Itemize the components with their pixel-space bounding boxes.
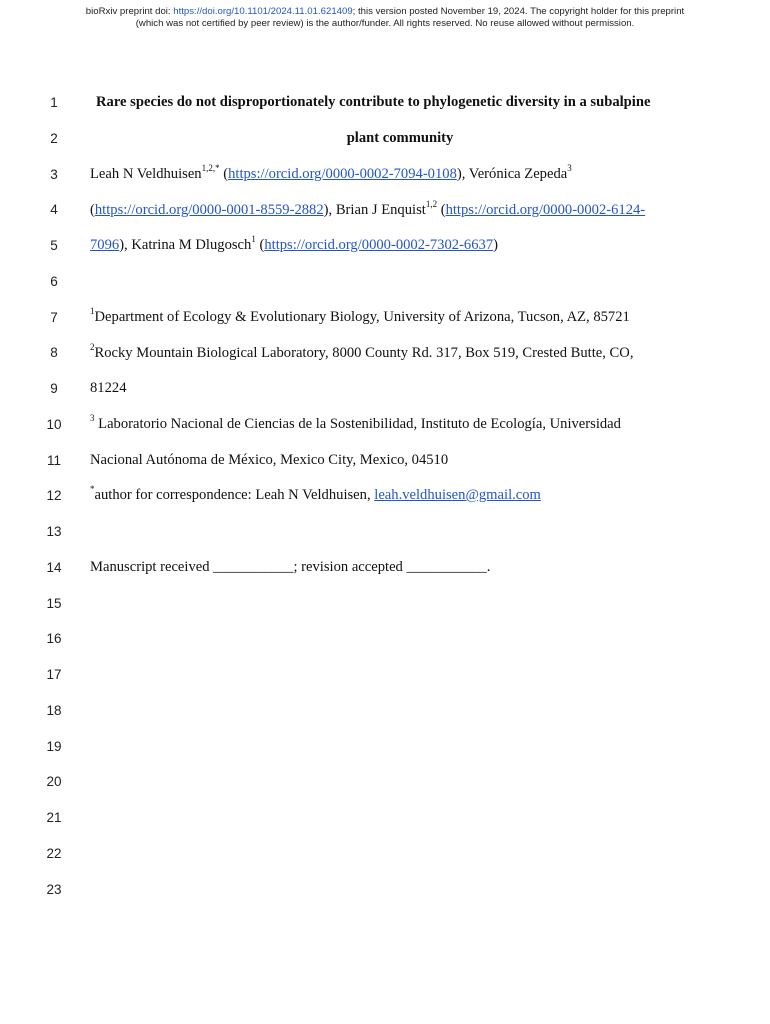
line-number: 21 (46, 810, 62, 825)
title-line-1: Rare species do not disproportionately contribute to phylogenetic diversity in a subalpine (96, 94, 651, 110)
affiliation-3: $^3$ Laboratorio Nacional de Ciencias de la Sostenibilidad, Instituto de Ecología, Universidad (90, 413, 621, 432)
author-name: Leah N Veldhuisen (90, 166, 202, 182)
orcid-link[interactable]: https://orcid.org/0000-0002-7302-6637 (264, 237, 494, 253)
line-number: 6 (50, 273, 58, 289)
preprint-header (0, 6, 770, 29)
doi-link[interactable]: https://doi.org/10.1101/2024.11.01.621409 (173, 6, 353, 17)
orcid-link[interactable]: https://orcid.org/0000-0001-8559-2882 (94, 202, 324, 218)
affiliation-2: $^2$Rocky Mountain Biological Laboratory, 8000 County Rd. 317, Box 519, Crested Butte, CO, (90, 342, 634, 361)
affiliation-1: $^1$Department of Ecology & Evolutionary Biology, University of Arizona, Tucson, AZ, 85721 (90, 306, 630, 325)
author-name: Katrina M Dlugosch (131, 237, 252, 253)
author-line-3: 7096), Katrina M Dlugosch$^1$ (https://orcid.org/0000-0002-7302-6637) (90, 234, 498, 253)
line-number: 17 (46, 667, 62, 682)
line-number: 3 (50, 166, 58, 182)
line-number: 13 (46, 524, 62, 539)
line-number: 15 (46, 595, 62, 611)
line-number: 20 (46, 774, 62, 790)
header-line-2: (which was not certified by peer review) is the author/funder. All rights reserved. No reuse allowed without permission. (135, 17, 635, 29)
line-number: 23 (46, 881, 62, 897)
line-number: 10 (46, 416, 62, 432)
line-number: 1 (50, 95, 58, 110)
line-number: 8 (50, 345, 58, 361)
line-number: 16 (46, 631, 62, 647)
line-number: 12 (46, 488, 62, 504)
author-name: Brian J Enquist (335, 202, 426, 218)
author-line-1: Leah N Veldhuisen$^{1,2,*}$ (https://orcid.org/0000-0002-7094-0108), Verónica Zepeda$^3$ (90, 163, 572, 182)
affiliation-3-continued: Nacional Autónoma de México, Mexico City, Mexico, 04510 (90, 452, 449, 468)
line-number: 2 (50, 130, 58, 146)
correspondence: *author for correspondence: Leah N Veldhuisen, leah.veldhuisen@gmail.com (90, 484, 541, 503)
line-number: 19 (46, 738, 62, 754)
email-link[interactable]: leah.veldhuisen@gmail.com (374, 487, 541, 503)
line-number: 7 (50, 309, 58, 325)
line-number: 18 (46, 702, 62, 718)
header-line-1: bioRxiv preprint doi: https://doi.org/10.1101/2024.11.01.621409; this version posted November 19, 2024. The copyright holder for this preprint (85, 6, 685, 17)
orcid-link[interactable]: https://orcid.org/0000-0002-6124- (445, 202, 646, 218)
title-line-2: plant community (346, 130, 454, 146)
affiliation-2-continued: 81224 (90, 380, 127, 396)
orcid-link[interactable]: 7096 (90, 237, 120, 253)
line-number: 14 (46, 559, 62, 575)
author-line-2: (https://orcid.org/0000-0001-8559-2882), Brian J Enquist$^{1,2}$ (https://orcid.org/0000-0002-6124- (90, 199, 646, 218)
line-number: 22 (46, 845, 62, 861)
line-number: 4 (50, 202, 58, 218)
manuscript-status: Manuscript received ___________; revision accepted ___________. (90, 559, 491, 575)
author-name: Verónica Zepeda (468, 166, 568, 182)
orcid-link[interactable]: https://orcid.org/0000-0002-7094-0108 (228, 166, 457, 182)
line-number: 5 (50, 238, 58, 253)
line-number: 9 (50, 381, 58, 396)
line-number: 11 (46, 452, 61, 468)
